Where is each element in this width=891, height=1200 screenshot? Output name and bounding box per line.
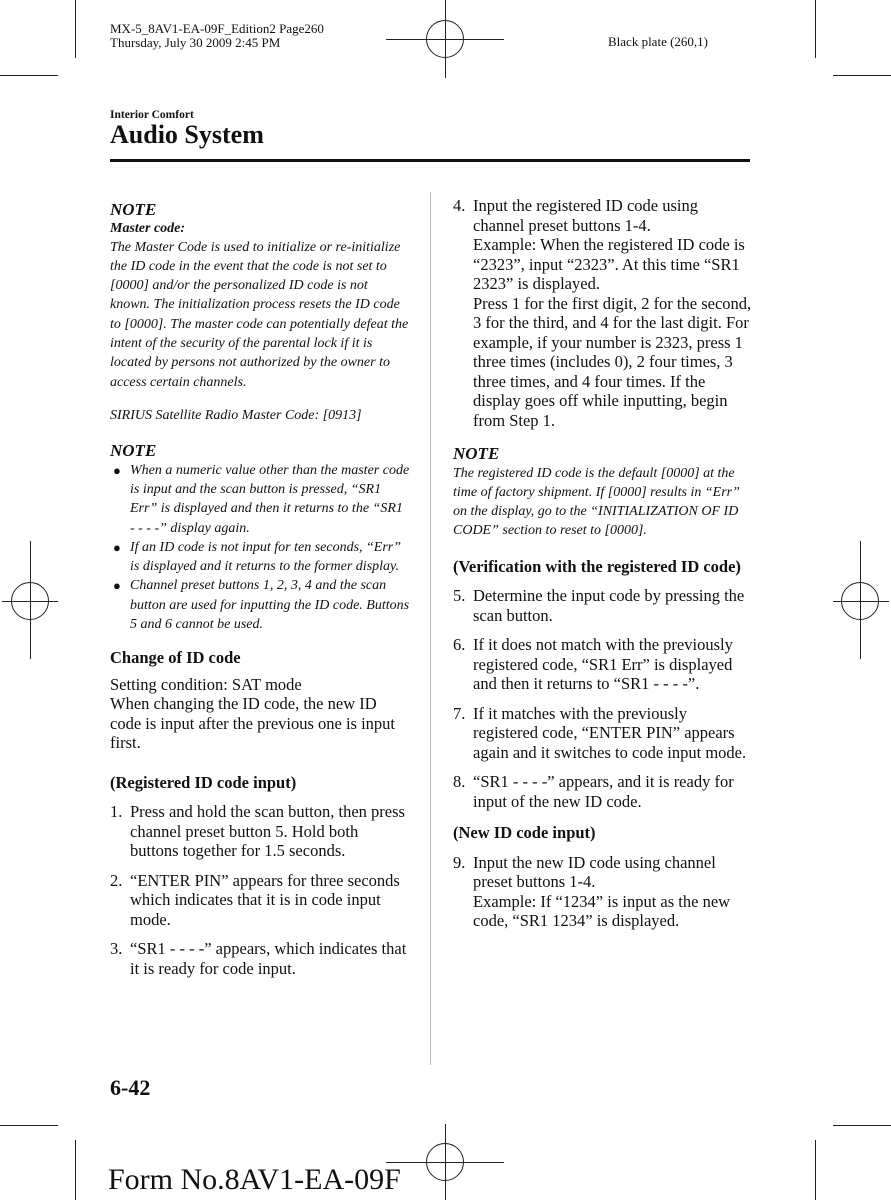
step-text: If it does not match with the previously registered code, “SR1 Err” is displayed and then it returns to “SR1 - - - -”. (473, 635, 733, 694)
note-bullet: ● If an ID code is not input for ten seconds, “Err” is displayed and it returns to the former display. (113, 539, 402, 575)
column-divider (430, 192, 431, 1065)
note-title: NOTE (110, 200, 157, 219)
step-number: 3. (110, 939, 123, 959)
left-column (110, 196, 410, 978)
crop-mark (833, 75, 891, 76)
step-number: 6. (453, 635, 466, 655)
change-id-text: When changing the ID code, the new ID code is input after the previous one is input first. (110, 694, 396, 753)
step-item (453, 853, 753, 931)
step-text: Example: When the registered ID code is “2323”, input “2323”. At this time “SR1 2323” is displayed. (473, 235, 745, 293)
plate-label: Black plate (260,1) (608, 34, 708, 49)
step-text: Press 1 for the first digit, 2 for the second, 3 for the third, and 4 for the last digit. For example, if your number is 2323, press 1 three times (includes 0), 2 four times, 3 three times, and 4 four times. If the display goes off while inputting, begin from Step 1. (473, 293, 752, 430)
note-text: The Master Code is used to initialize or re-initialize the ID code in the event that the code is not set to [0000] and/or the personalized ID code is not known. The initialization process resets the ID code to [0000]. The master code can potentially defeat the intent of the security of the parental lock if it is located by persons not authorized by the owner to access certain channels. (110, 239, 409, 390)
page-title: Audio System (110, 120, 264, 149)
note-bullet: ● When a numeric value other than the master code is input and the scan button is pressed, “SR1 Err” is displayed and then it returns to the “SR1 - - - -” display again. (113, 462, 410, 536)
step-text: Determine the input code by pressing the scan button. (473, 586, 745, 625)
print-header-file: MX-5_8AV1-EA-09F_Edition2 Page260 (110, 21, 324, 36)
registration-circle-right (841, 582, 879, 620)
page-number: 6-42 (110, 1075, 151, 1100)
crop-mark (75, 0, 76, 58)
verification-heading: (Verification with the registered ID code) (453, 556, 741, 576)
title-rule (110, 159, 750, 162)
step-text: Example: If “1234” is input as the new code, “SR1 1234” is displayed. (473, 891, 731, 931)
step-item (110, 871, 410, 930)
right-column (453, 196, 753, 931)
step-item (453, 196, 753, 430)
crop-mark (815, 1140, 816, 1200)
crop-mark (815, 0, 816, 58)
crop-mark (833, 1125, 891, 1126)
step-number: 5. (453, 586, 466, 606)
step-text: Press and hold the scan button, then press channel preset button 5. Hold both buttons together for 1.5 seconds. (130, 802, 405, 861)
crop-mark (0, 75, 58, 76)
step-text: If it matches with the previously registered code, “ENTER PIN” appears again and it switches to code input mode. (473, 703, 747, 762)
new-code-heading: (New ID code input) (453, 823, 596, 843)
note-title: NOTE (453, 444, 500, 463)
step-text: “SR1 - - - -” appears, and it is ready for input of the new ID code. (473, 772, 734, 811)
print-header (110, 22, 324, 50)
registration-circle-left (11, 582, 49, 620)
master-code-text: SIRIUS Satellite Radio Master Code: [0913] (110, 407, 362, 423)
step-number: 1. (110, 802, 123, 822)
crop-mark (75, 1140, 76, 1200)
step-text: Input the registered ID code using channel preset buttons 1-4. (473, 196, 698, 235)
step-number: 9. (453, 852, 466, 872)
step-text: “ENTER PIN” appears for three seconds which indicates that it is in code input mode. (130, 870, 400, 929)
step-item (453, 772, 753, 811)
step-item (110, 802, 410, 861)
registration-circle-top (426, 20, 464, 58)
crop-mark (0, 1125, 58, 1126)
step-number: 2. (110, 870, 123, 890)
step-text: “SR1 - - - -” appears, which indicates that it is ready for code input. (130, 939, 407, 978)
step-text: Input the new ID code using channel preset buttons 1-4. (473, 852, 716, 892)
setting-condition: Setting condition: SAT mode (110, 674, 302, 694)
registration-circle-bottom (426, 1143, 464, 1181)
step-item (453, 704, 753, 763)
note-title: NOTE (110, 441, 157, 461)
step-item (110, 939, 410, 978)
change-id-heading: Change of ID code (110, 648, 241, 668)
note-bullet: ● Channel preset buttons 1, 2, 3, 4 and the scan button are used for inputting the ID code. Buttons 5 and 6 cannot be used. (113, 578, 410, 633)
section-label: Interior Comfort (110, 109, 194, 121)
step-number: 4. (453, 196, 466, 215)
note-bullet-list (110, 461, 410, 635)
note-subtitle: Master code: (110, 220, 186, 236)
step-number: 8. (453, 772, 466, 792)
step-item (453, 586, 753, 625)
form-number: Form No.8AV1-EA-09F (108, 1163, 401, 1196)
note-text: The registered ID code is the default [0000] at the time of factory shipment. If [0000] results in “Err” on the display, go to the “INITIALIZATION OF ID CODE” section to reset to [0000]. (453, 465, 740, 539)
print-header-date: Thursday, July 30 2009 2:45 PM (110, 35, 281, 50)
step-number: 7. (453, 703, 466, 723)
registered-code-heading: (Registered ID code input) (110, 772, 297, 792)
step-item (453, 635, 753, 694)
